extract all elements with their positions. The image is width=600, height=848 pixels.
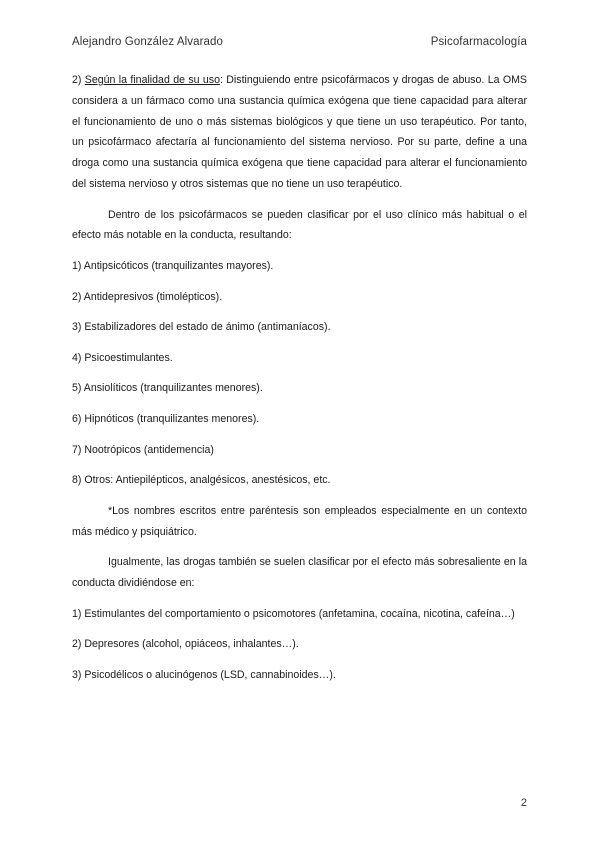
header-author: Alejandro González Alvarado bbox=[72, 36, 224, 48]
note-paragraph: *Los nombres escritos entre paréntesis son empleados especialmente en un contexto más médico y psiquiátrico. bbox=[72, 504, 527, 538]
document-body bbox=[72, 70, 527, 695]
header-subject: Psicofarmacología bbox=[430, 36, 527, 48]
list-item: 1) Antipsicóticos (tranquilizantes mayores). bbox=[72, 259, 274, 272]
intro-paragraph bbox=[72, 70, 527, 195]
list-item: 1) Estimulantes del comportamiento o psicomotores (anfetamina, cocaína, nicotina, cafeína…) bbox=[72, 607, 515, 620]
page-header bbox=[72, 36, 527, 52]
intro-text: : Distinguiendo entre psicofármacos y drogas de abuso. La OMS considera a un fármaco como una sustancia química exógena que tiene capacidad para alterar el funcionamiento de uno o más sistemas biológicos y que tiene un uso terapéutico. Por tanto, un psicofármaco afectaría al funcionamiento del sistema nervioso. Por su parte, define a una droga como una sustancia química exógena que tiene capacidad para alterar el funcionamiento del sistema nervioso y otros sistemas que no tiene un uso terapéutico. bbox=[72, 74, 527, 190]
list-item: 6) Hipnóticos (tranquilizantes menores). bbox=[72, 412, 260, 425]
drugs-intro: Igualmente, las drogas también se suelen clasificar por el efecto más sobresaliente en la conducta dividiéndose en: bbox=[72, 556, 527, 589]
list-item: 5) Ansiolíticos (tranquilizantes menores). bbox=[72, 382, 263, 395]
page-number: 2 bbox=[520, 797, 527, 809]
list-item: 2) Antidepresivos (timolépticos). bbox=[72, 290, 223, 303]
list-item: 2) Depresores (alcohol, opiáceos, inhalantes…). bbox=[72, 638, 299, 651]
psychopharm-intro: Dentro de los psicofármacos se pueden clasificar por el uso clínico más habitual o el efecto más notable en la conducta, resultando: bbox=[72, 208, 527, 242]
list-item: 3) Psicodélicos o alucinógenos (LSD, cannabinoides…). bbox=[72, 668, 336, 681]
list-item: 7) Nootrópicos (antidemencia) bbox=[72, 443, 214, 456]
list-item: 8) Otros: Antiepilépticos, analgésicos, anestésicos, etc. bbox=[72, 474, 331, 487]
list-item: 4) Psicoestimulantes. bbox=[72, 351, 173, 364]
intro-heading: Según la finalidad de su uso bbox=[84, 74, 220, 86]
intro-number: 2) bbox=[72, 74, 85, 86]
list-item: 3) Estabilizadores del estado de ánimo (antimaníacos). bbox=[72, 321, 331, 334]
